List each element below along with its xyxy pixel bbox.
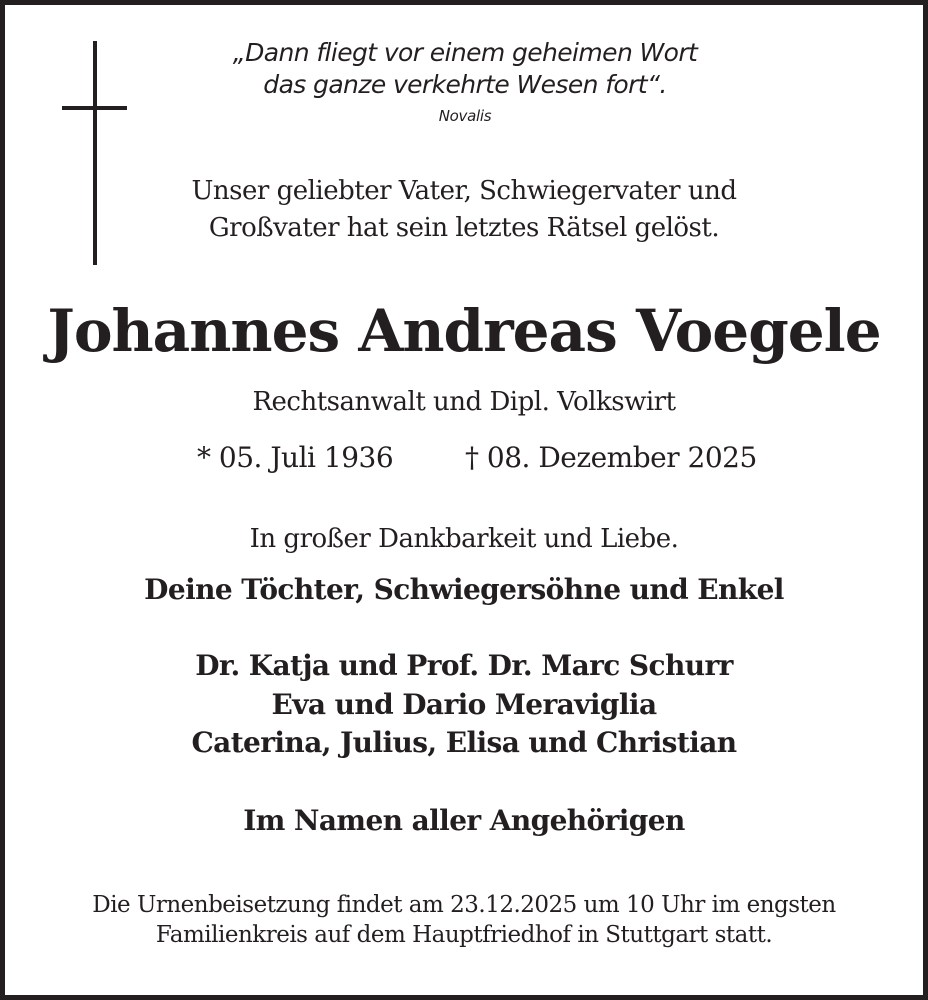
funeral-notice-line-1: Die Urnenbeisetzung findet am 23.12.2025 um 10 Uhr im engsten — [92, 892, 836, 918]
death-date: † 08. Dezember 2025 — [465, 441, 757, 474]
mourner-line: Caterina, Julius, Elisa und Christian — [191, 726, 737, 759]
funeral-notice-line-2: Familienkreis auf dem Hauptfriedhof in Stuttgart statt. — [155, 922, 773, 948]
intro-line-2: Großvater hat sein letztes Rätsel gelöst. — [208, 213, 720, 243]
on-behalf-text: Im Namen aller Angehörigen — [243, 804, 685, 837]
deceased-name: Johannes Andreas Voegele — [47, 297, 881, 365]
gratitude-text: In großer Dankbarkeit und Liebe. — [249, 524, 679, 554]
mourner-line: Eva und Dario Meraviglia — [271, 688, 657, 721]
quote-line-1: „Dann fliegt vor einem geheimen Wort — [232, 38, 698, 67]
family-heading: Deine Töchter, Schwiegersöhne und Enkel — [144, 573, 784, 606]
quote-line-2: das ganze verkehrte Wesen fort“. — [263, 70, 667, 99]
profession: Rechtsanwalt und Dipl. Volkswirt — [252, 387, 676, 417]
intro-line-1: Unser geliebter Vater, Schwiegervater und — [191, 176, 737, 206]
birth-date: * 05. Juli 1936 — [197, 441, 394, 474]
quote-author: Novalis — [438, 107, 492, 125]
mourner-line: Dr. Katja und Prof. Dr. Marc Schurr — [195, 649, 733, 682]
